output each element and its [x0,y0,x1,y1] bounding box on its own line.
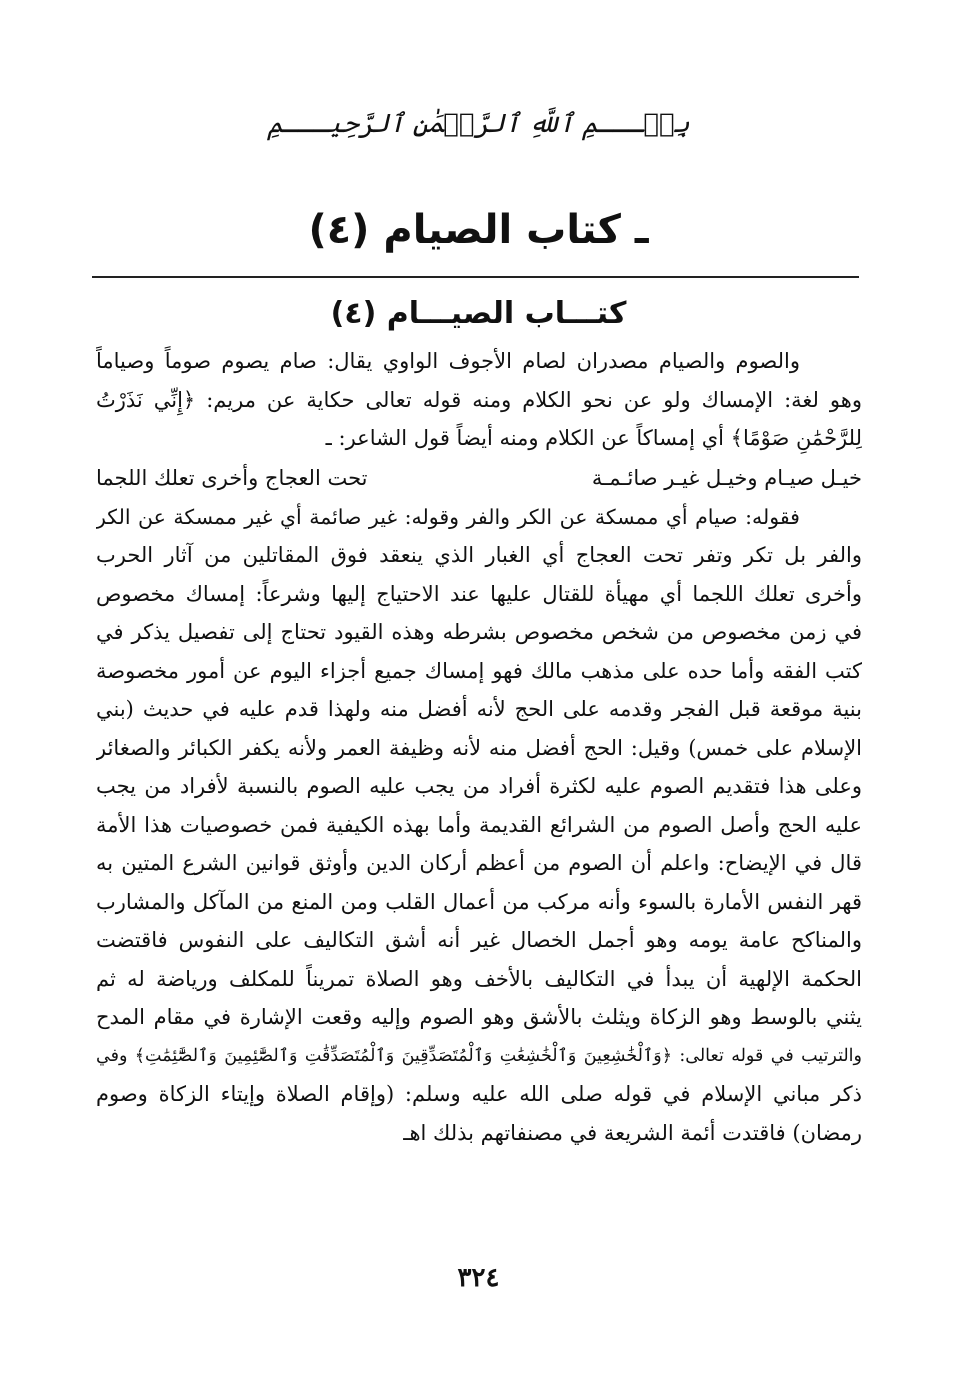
text-line: وأخرى تعلك اللجما أي مهيأة للقتال عليها عند الاحتياج إليها وشرعاً: إمساك مخصوص [96,581,862,606]
text-line: والترتيب في قوله تعالى: ﴿وَٱلْخَٰشِعِينَ وَٱلْخَٰشِعَٰتِ وَٱلْمُتَصَدِّقِينَ وَٱلْمُتَصَدِّقَٰتِ وَٱلصَّٰٓئِمِينَ وَٱلصَّٰٓئِمَٰتِ﴾ وفي [96,1045,862,1066]
poem-verse [96,458,862,498]
book-title: (٤) ـ كتاب الصيام [308,207,649,253]
title-divider [92,276,859,278]
text-line: عليه الحج وأصل الصوم من الشرائع القديمة وأما بهذه الكيفية فمن خصوصيات هذا الأمة [96,812,862,837]
text-line: والصوم والصيام مصدران لصام الأجوف الواوي يقال: صام يصوم صوماً وصياماً [96,349,800,373]
text-line: بنية موقعة قبل الفجر وقدمه على الحج لأنه أفضل منه ولهذا قدم عليه في حديث (بني [96,697,862,721]
poem-first-hemistich: خيـل صيـام وخيـل غيـر صائـمـة [591,465,862,490]
text-line: وعلى هذا فتقديم الصوم عليه لكثرة أفراد من يجب عليه الصوم بالنسبة لأفراد من يجب [96,774,862,798]
basmala: بِسۡـــمِ ٱللَّهِ ٱلرَّحۡمَٰنِ ٱلرَّحِيـــمِ [267,109,690,139]
body-text [96,342,862,1152]
page-number: ٣٢٤ [457,1263,500,1293]
text-line: والفر بل تكر وتفر تحت العجاج أي الغبار الذي ينعقد فوق المقاتلين من آثار الحرب [96,543,862,567]
text-line: الإسلام على خمس) وقيل: الحج أفضل منه لأنه وظيفة العمر ولأنه يكفر الكبائر والصغائر [96,735,862,760]
text-line: قهر النفس الأمارة بالسوء وأنه مركب من أعمال القلب ومن المنع من المآكل والمشارب [96,889,862,914]
text-line: يثني بالوسط وهو الزكاة ويثلث بالأشق وهو الصوم وإليه وقعت الإشارة في مقام المدح [96,1005,862,1029]
text-line: الحكمة الإلهية أن يبدأ في التكاليف بالأخف وهو الصلاة تمريناً للمكلف ورياضة له ثم [96,966,862,991]
text-line: فقوله: صيام أي ممسكة عن الكر والفر وقوله: غير صائمة أي غير ممسكة عن الكر [96,504,800,529]
poem-second-hemistich: تحت العجاج وأخرى تعلك اللجما [96,465,368,490]
text-line: رمضان) فاقتدت أئمة الشريعة في مصنفاتهم بذلك اهـ [403,1120,862,1145]
text-line: وهو لغة: الإمساك ولو عن نحو الكلام ومنه قوله تعالى حكاية عن مريم: ﴿إِنِّي نَذَرْتُ [96,387,862,412]
section-heading: (٤) كتـــاب الصيـــام [330,296,627,331]
text-line: في زمن مخصوص من شخص مخصوص بشرطه وهذه القيود تحتاج إلى تفصيل يذكر في [96,620,862,644]
text-line: ذكر مباني الإسلام في قوله صلى الله عليه وسلم: (وإقام الصلاة وإيتاء الزكاة وصوم [96,1082,862,1106]
text-line: كتب الفقه وأما حده على مذهب مالك فهو إمساك جميع أجزاء اليوم عن أمور مخصوصة [96,658,862,683]
text-line: والمناكح عامة يومه وهو أجمل الخصال غير أنه أشق التكاليف على النفوس فاقتضت [96,928,862,952]
text-line: لِلرَّحْمَٰنِ صَوْمًا﴾ أي إمساكاً عن الكلام ومنه أيضاً قول الشاعر: ـ [325,426,862,450]
text-line: قال في الإيضاح: واعلم أن الصوم من أعظم أركان الدين وأوثق قوانين الشرع المتين به [96,851,862,875]
